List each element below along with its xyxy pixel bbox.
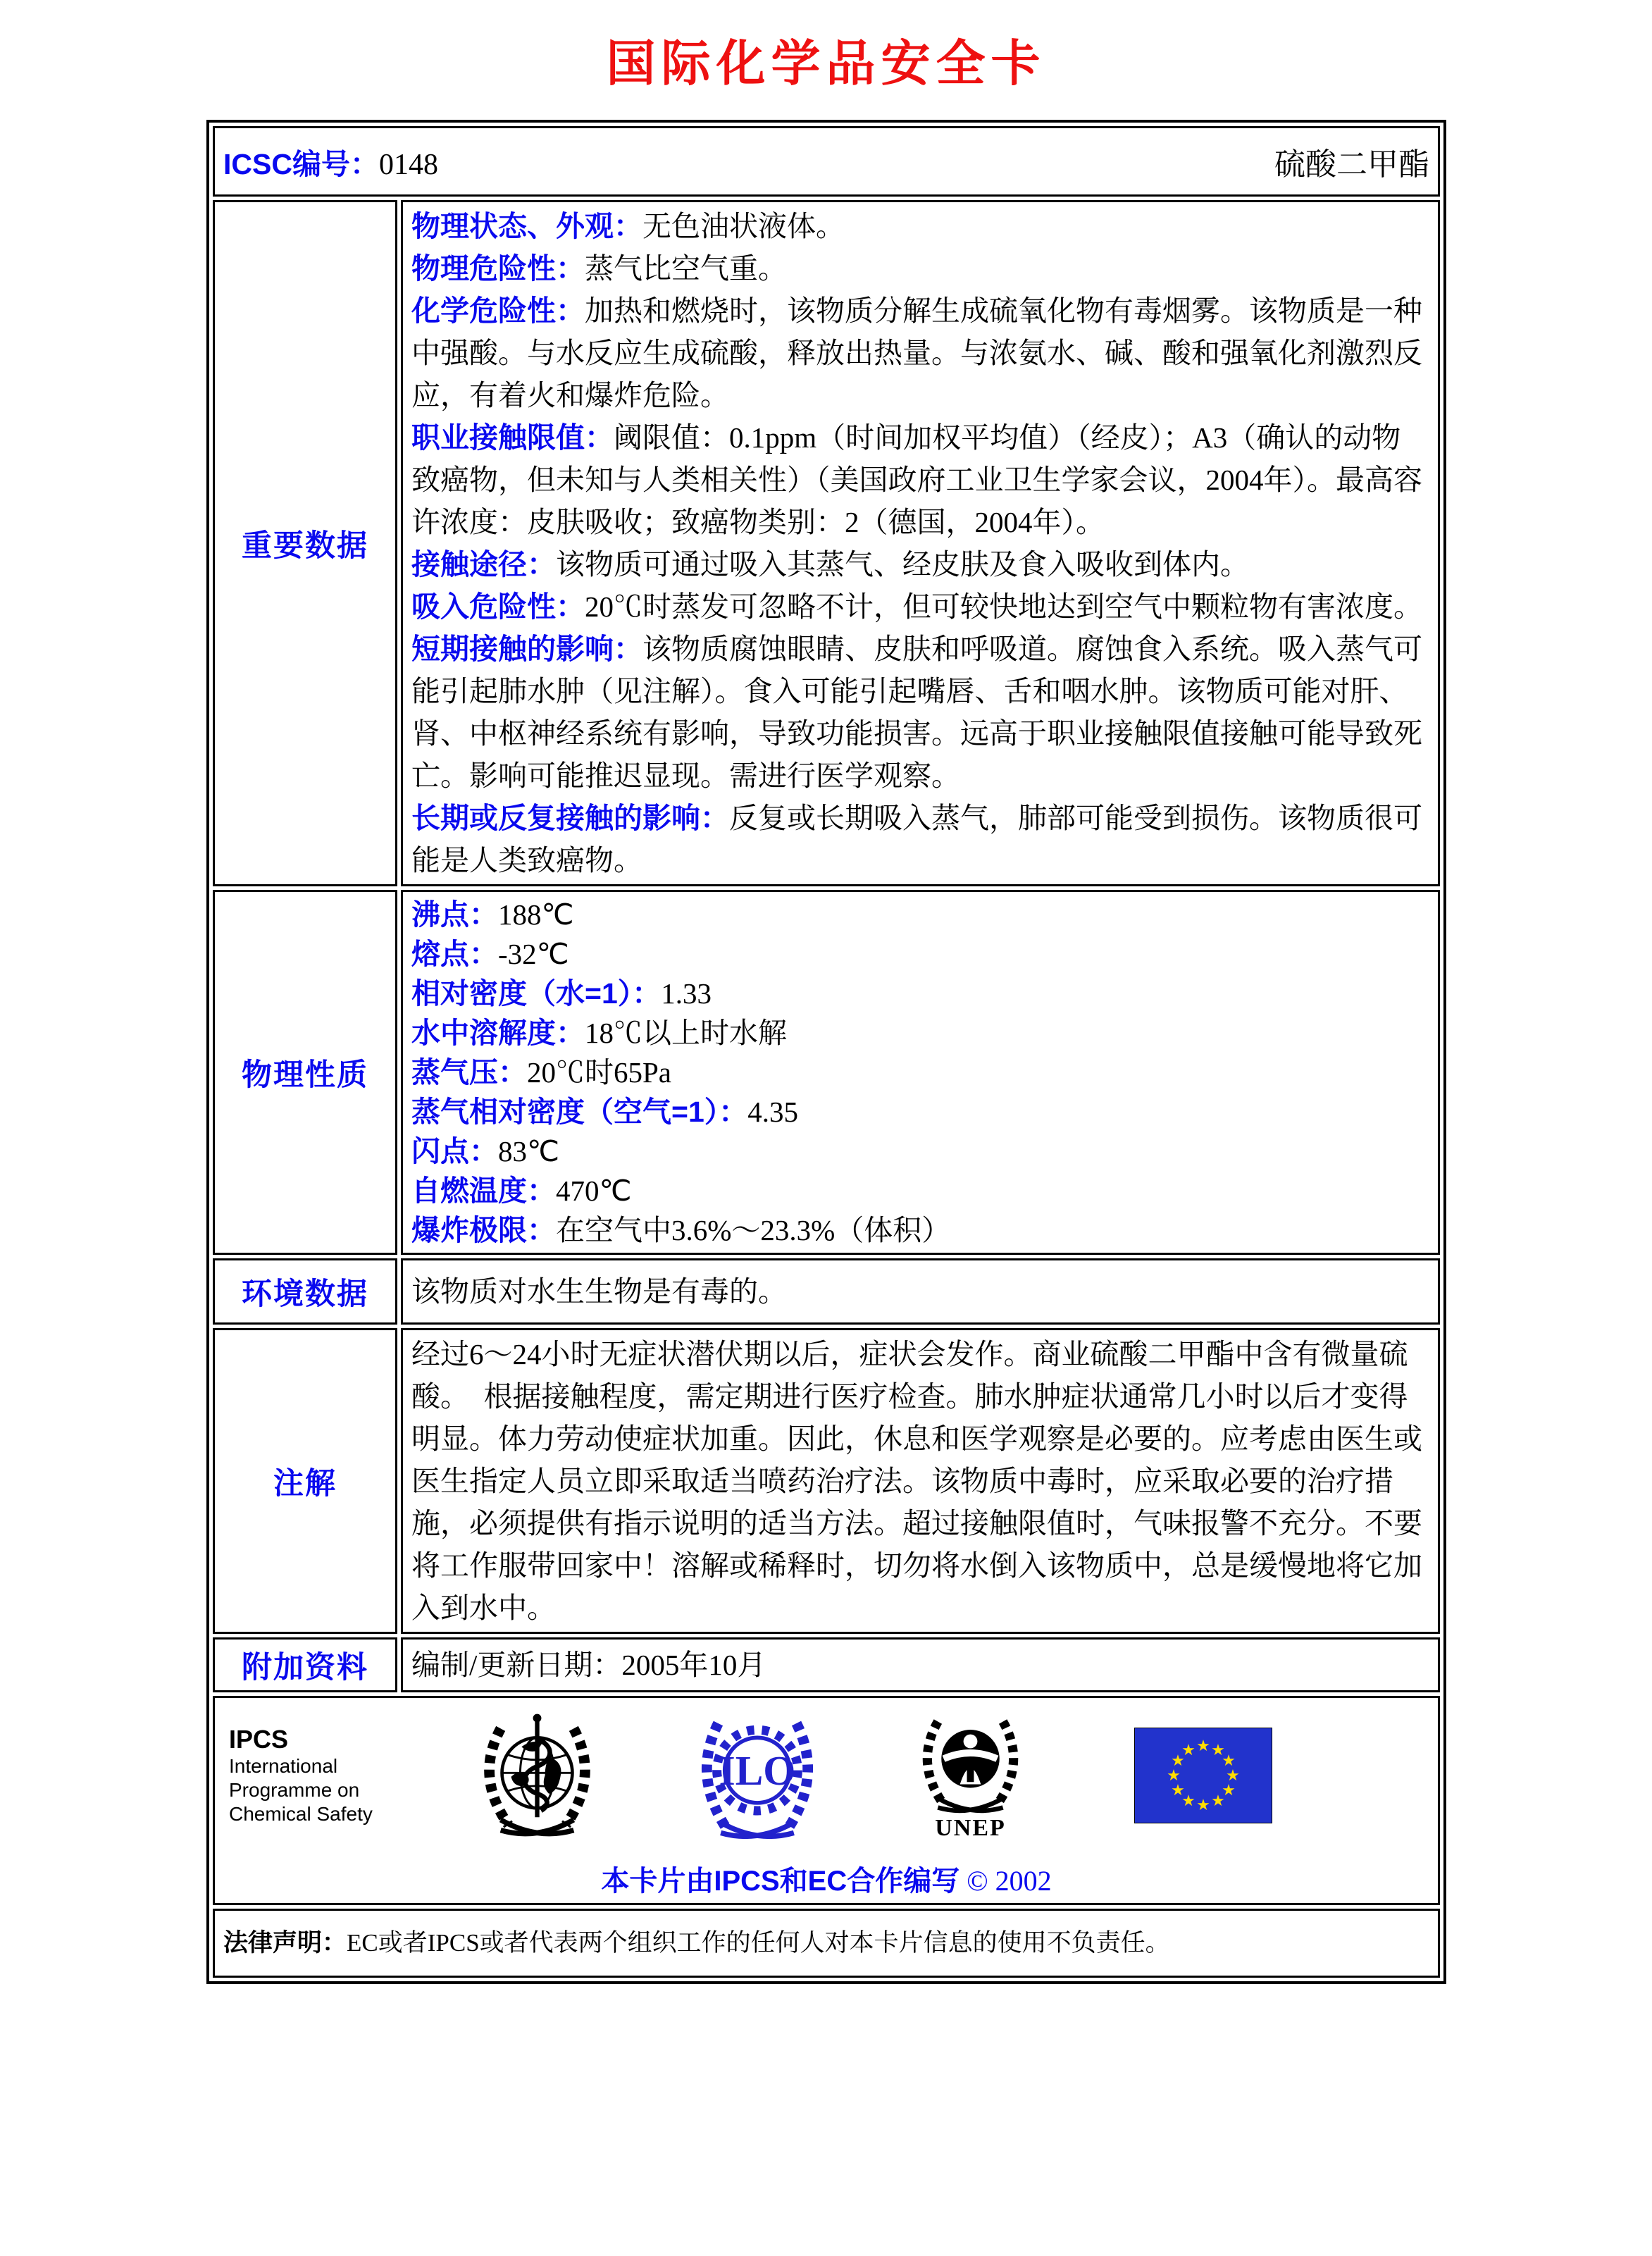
prop-water-solubility — [411, 1013, 1429, 1053]
entry-label: 物理状态、外观： — [411, 210, 642, 242]
entry-label: 接触途径： — [411, 548, 556, 581]
ipcs-name-line: Programme on — [229, 1779, 360, 1801]
section-physical-properties — [213, 890, 1440, 1255]
physical-properties-content — [401, 890, 1440, 1255]
entry-occupational-exposure-limit — [411, 416, 1429, 543]
entry-label: 化学危险性： — [411, 295, 585, 327]
svg-text:★: ★ — [1222, 1752, 1236, 1770]
entry-text: 20℃时蒸发可忽略不计，但可较快地达到空气中颗粒物有害浓度。 — [585, 590, 1422, 623]
prop-label: 蒸气压： — [411, 1056, 527, 1089]
entry-label: 物理危险性： — [411, 252, 585, 285]
prop-label: 自燃温度： — [411, 1175, 556, 1207]
prop-label: 水中溶解度： — [411, 1017, 585, 1049]
prop-label: 爆炸极限： — [411, 1214, 556, 1246]
svg-text:★: ★ — [1167, 1767, 1181, 1785]
svg-text:★: ★ — [1181, 1742, 1195, 1759]
svg-text:★: ★ — [1226, 1767, 1240, 1785]
prop-value: 18℃以上时水解 — [585, 1017, 787, 1049]
entry-text: 该物质可通过吸入其蒸气、经皮肤及食入吸收到体内。 — [556, 548, 1249, 581]
icsc-number-label: ICSC编号： — [223, 147, 379, 180]
section-environmental-data — [213, 1258, 1440, 1325]
logos-row — [213, 1696, 1440, 1905]
environmental-data-content: 该物质对水生生物是有毒的。 — [401, 1258, 1440, 1325]
legal-text: EC或者IPCS或者代表两个组织工作的任何人对本卡片信息的使用不负责任。 — [347, 1929, 1170, 1957]
svg-text:★: ★ — [1181, 1792, 1195, 1810]
prop-explosive-limits — [411, 1210, 1429, 1250]
prop-value: 4.35 — [747, 1096, 798, 1128]
prop-vapor-relative-density — [411, 1092, 1429, 1132]
entry-text: 阈限值：0.1ppm（时间加权平均值）（经皮）；A3（确认的动物致癌物，但未知与人类相关性）（美国政府工业卫生学家会议，2004年）。最高容许浓度：皮肤吸收；致癌物类别：2（德国，2004年）。 — [411, 421, 1422, 538]
legal-row — [213, 1909, 1440, 1978]
legal-cell — [213, 1909, 1440, 1978]
credit-copyright: © 2002 — [967, 1865, 1052, 1897]
logos-cell — [213, 1696, 1440, 1905]
svg-text:★: ★ — [1222, 1782, 1236, 1799]
svg-text:★: ★ — [1171, 1782, 1185, 1799]
icsc-number-value: 0148 — [378, 148, 438, 181]
unep-logo-icon — [912, 1710, 1029, 1842]
entry-inhalation-risk — [411, 585, 1429, 628]
prop-value: 20℃时65Pa — [527, 1056, 671, 1089]
entry-text: 加热和燃烧时，该物质分解生成硫氧化物有毒烟雾。该物质是一种中强酸。与水反应生成硫酸，释放出热量。与浓氨水、碱、酸和强氧化剂激烈反应，有着火和爆炸危险。 — [411, 295, 1422, 411]
section-label-physical-properties: 物理性质 — [213, 890, 397, 1255]
section-label-important-data: 重要数据 — [213, 200, 397, 886]
who-logo-icon — [472, 1705, 602, 1846]
icsc-card — [206, 120, 1446, 1984]
logos-strip — [229, 1705, 1286, 1846]
entry-text: 反复或长期吸入蒸气，肺部可能受到损伤。该物质很可能是人类致癌物。 — [411, 802, 1422, 876]
entry-long-term-effects — [411, 797, 1429, 881]
entry-label: 职业接触限值： — [411, 421, 614, 454]
section-additional-info — [213, 1637, 1440, 1692]
section-label-environmental-data: 环境数据 — [213, 1258, 397, 1325]
header-cell — [213, 126, 1440, 197]
prop-vapor-pressure — [411, 1053, 1429, 1092]
section-label-additional-info: 附加资料 — [213, 1637, 397, 1692]
additional-info-content: 编制/更新日期：2005年10月 — [401, 1637, 1440, 1692]
unep-label: UNEP — [935, 1814, 1006, 1841]
section-important-data — [213, 200, 1440, 886]
svg-text:★: ★ — [1211, 1742, 1225, 1759]
prop-label: 熔点： — [411, 938, 498, 970]
eu-flag-icon — [1134, 1728, 1272, 1823]
prop-value: -32℃ — [498, 938, 569, 970]
prop-value: 在空气中3.6%～23.3%（体积） — [556, 1214, 951, 1246]
entry-label: 短期接触的影响： — [411, 633, 642, 665]
prop-value: 188℃ — [498, 898, 574, 931]
header-row — [213, 126, 1440, 197]
entry-text: 无色油状液体。 — [642, 210, 845, 242]
icsc-number-group — [223, 141, 438, 182]
entry-exposure-routes — [411, 543, 1429, 585]
entry-text: 蒸气比空气重。 — [585, 252, 787, 285]
prop-flash-point — [411, 1132, 1429, 1171]
svg-text:★: ★ — [1196, 1797, 1210, 1814]
svg-text:★: ★ — [1171, 1752, 1185, 1770]
svg-text:★: ★ — [1196, 1737, 1210, 1755]
credit-line — [229, 1859, 1424, 1899]
prop-label: 相对密度（水=1）： — [411, 977, 662, 1010]
entry-text: 该物质腐蚀眼睛、皮肤和呼吸道。腐蚀食入系统。吸入蒸气可能引起肺水肿（见注解）。食入可能引起嘴唇、舌和咽水肿。该物质可能对肝、肾、中枢神经系统有影响，导致功能损害。远高于职业接触限值接触可能导致死亡。影响可能推迟显现。需进行医学观察。 — [411, 633, 1422, 792]
chemical-name: 硫酸二甲酯 — [1274, 147, 1429, 182]
prop-relative-density — [411, 974, 1429, 1013]
ipcs-text-block — [229, 1725, 433, 1826]
prop-melting-point — [411, 934, 1429, 974]
prop-autoignition-temperature — [411, 1171, 1429, 1210]
icsc-table — [206, 120, 1446, 1984]
credit-text: 本卡片由IPCS和EC合作编写 — [601, 1866, 960, 1897]
prop-boiling-point — [411, 895, 1429, 934]
important-data-content — [401, 200, 1440, 886]
prop-value: 470℃ — [556, 1175, 632, 1207]
legal-label: 法律声明： — [223, 1929, 347, 1957]
prop-label: 沸点： — [411, 898, 498, 931]
entry-short-term-effects — [411, 628, 1429, 797]
ipcs-name-line: Chemical Safety — [229, 1803, 373, 1825]
ipcs-name-line: International — [229, 1755, 338, 1777]
prop-label: 蒸气相对密度（空气=1）： — [411, 1096, 748, 1128]
entry-chemical-hazard — [411, 290, 1429, 416]
prop-value: 1.33 — [661, 977, 712, 1010]
svg-text:★: ★ — [1211, 1792, 1225, 1810]
section-notes — [213, 1328, 1440, 1634]
prop-label: 闪点： — [411, 1135, 498, 1167]
prop-value: 83℃ — [498, 1135, 560, 1167]
entry-label: 吸入危险性： — [411, 590, 585, 623]
svg-text:ILO: ILO — [719, 1747, 796, 1794]
entry-physical-hazard — [411, 247, 1429, 290]
notes-content: 经过6～24小时无症状潜伏期以后，症状会发作。商业硫酸二甲酯中含有微量硫酸。 根据接触程度，需定期进行医疗检查。肺水肿症状通常几小时以后才变得明显。体力劳动使症状加重。因此，休息和医学观察是必要的。应考虑由医生或医生指定人员立即采取适当喷药治疗法。该物质中毒时，应采取必要的治疗措施，必须提供有指示说明的适当方法。超过接触限值时，气味报警不充分。不要将工作服带回家中！溶解或稀释时，切勿将水倒入该物质中，总是缓慢地将它加入到水中。 — [401, 1328, 1440, 1634]
page-title: 国际化学品安全卡 — [606, 37, 1046, 92]
ilo-logo-icon — [690, 1705, 824, 1846]
entry-physical-state — [411, 205, 1429, 247]
section-label-notes: 注解 — [213, 1328, 397, 1634]
ipcs-acronym: IPCS — [229, 1725, 289, 1754]
entry-label: 长期或反复接触的影响： — [411, 802, 729, 834]
